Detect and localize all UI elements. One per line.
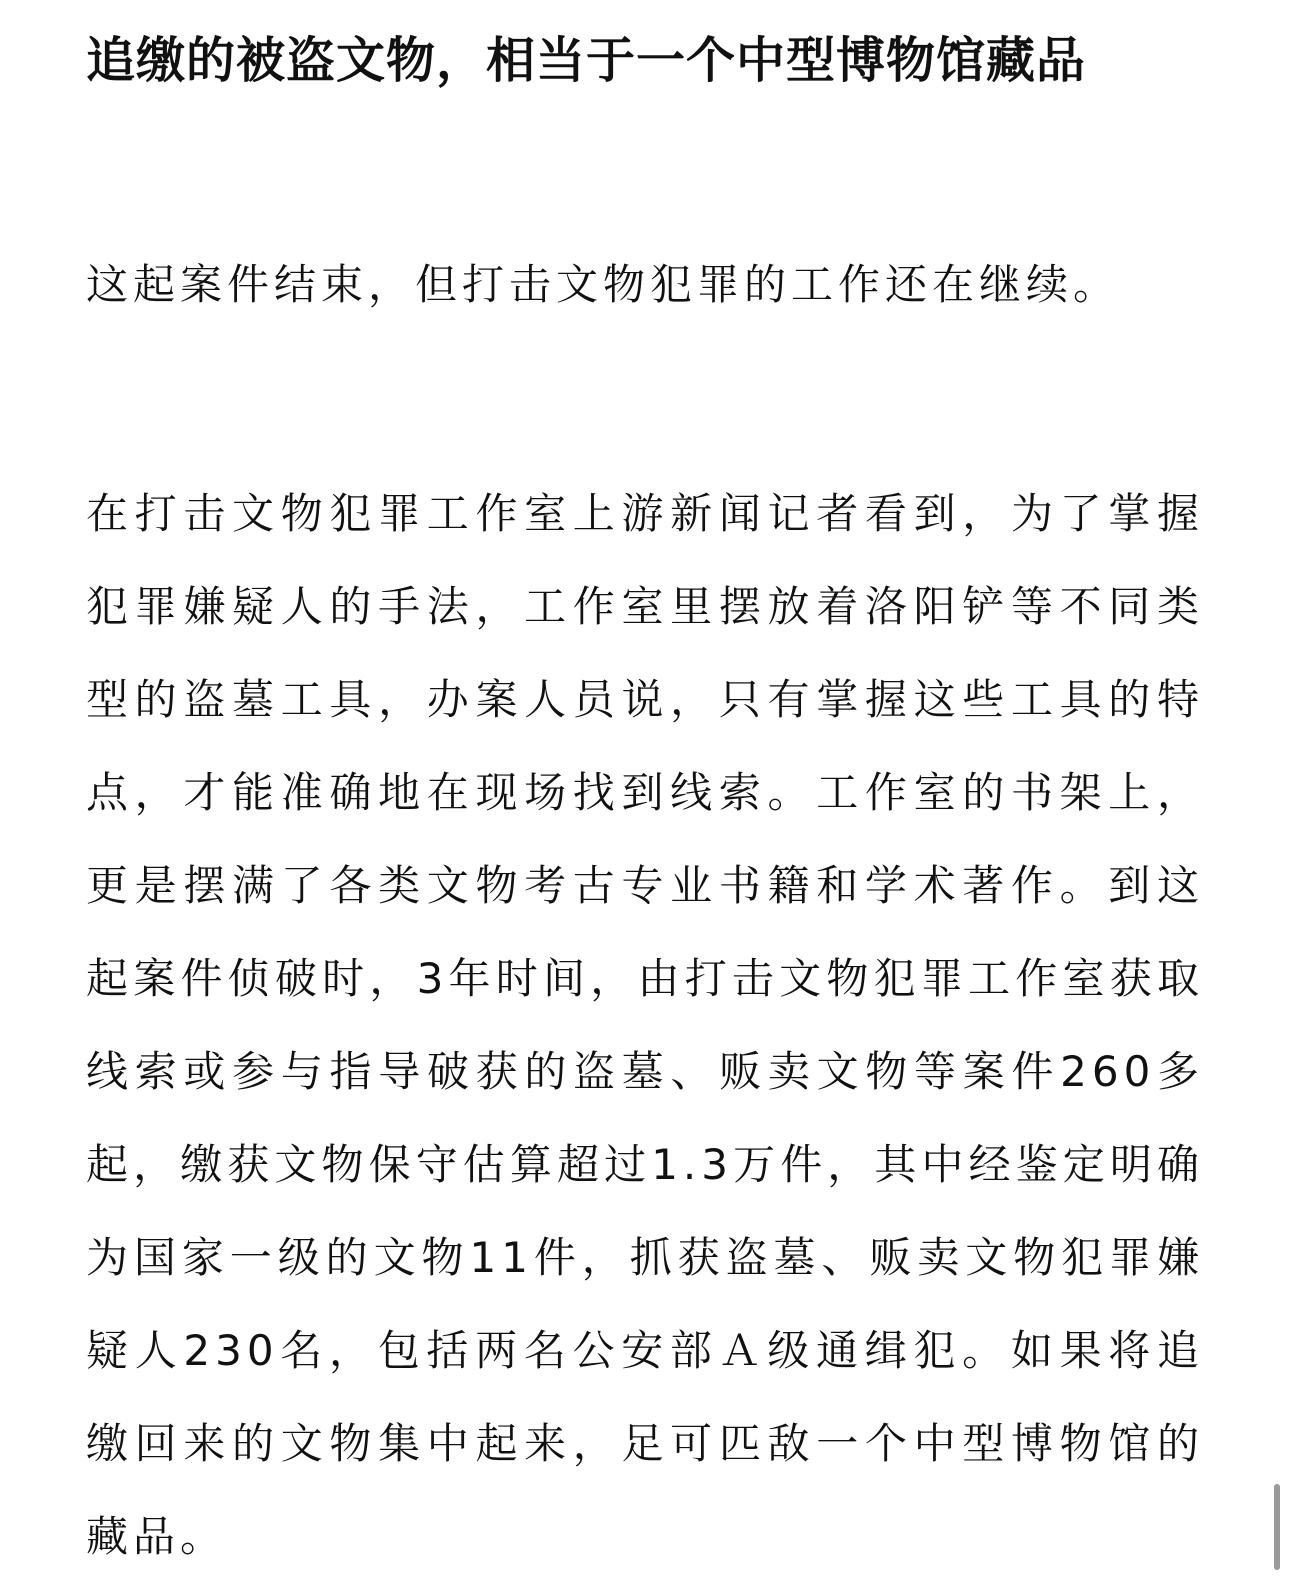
lead-paragraph: 这起案件结束，但打击文物犯罪的工作还在继续。: [86, 260, 1121, 309]
article-heading: 追缴的被盗文物，相当于一个中型博物馆藏品: [86, 32, 1087, 89]
body-paragraph: 在打击文物犯罪工作室上游新闻记者看到，为了掌握犯罪嫌疑人的手法，工作室里摆放着洛阳铲等不同类型的盗墓工具，办案人员说，只有掌握这些工具的特点，才能准确地在现场找到线索。工作室的书架上，更是摆满了各类文物考古专业书籍和学术著作。到这起案件侦破时，3年时间，由打击文物犯罪工作室获取线索或参与指导破获的盗墓、贩卖文物等案件260多起，缴获文物保守估算超过1.3万件，其中经鉴定明确为国家一级的文物11件，抓获盗墓、贩卖文物犯罪嫌疑人230名，包括两名公安部Ａ级通缉犯。如果将追缴回来的文物集中起来，足可匹敌一个中型博物馆的藏品。: [86, 489, 1204, 1561]
scrollbar-thumb[interactable]: [1274, 1484, 1280, 1570]
